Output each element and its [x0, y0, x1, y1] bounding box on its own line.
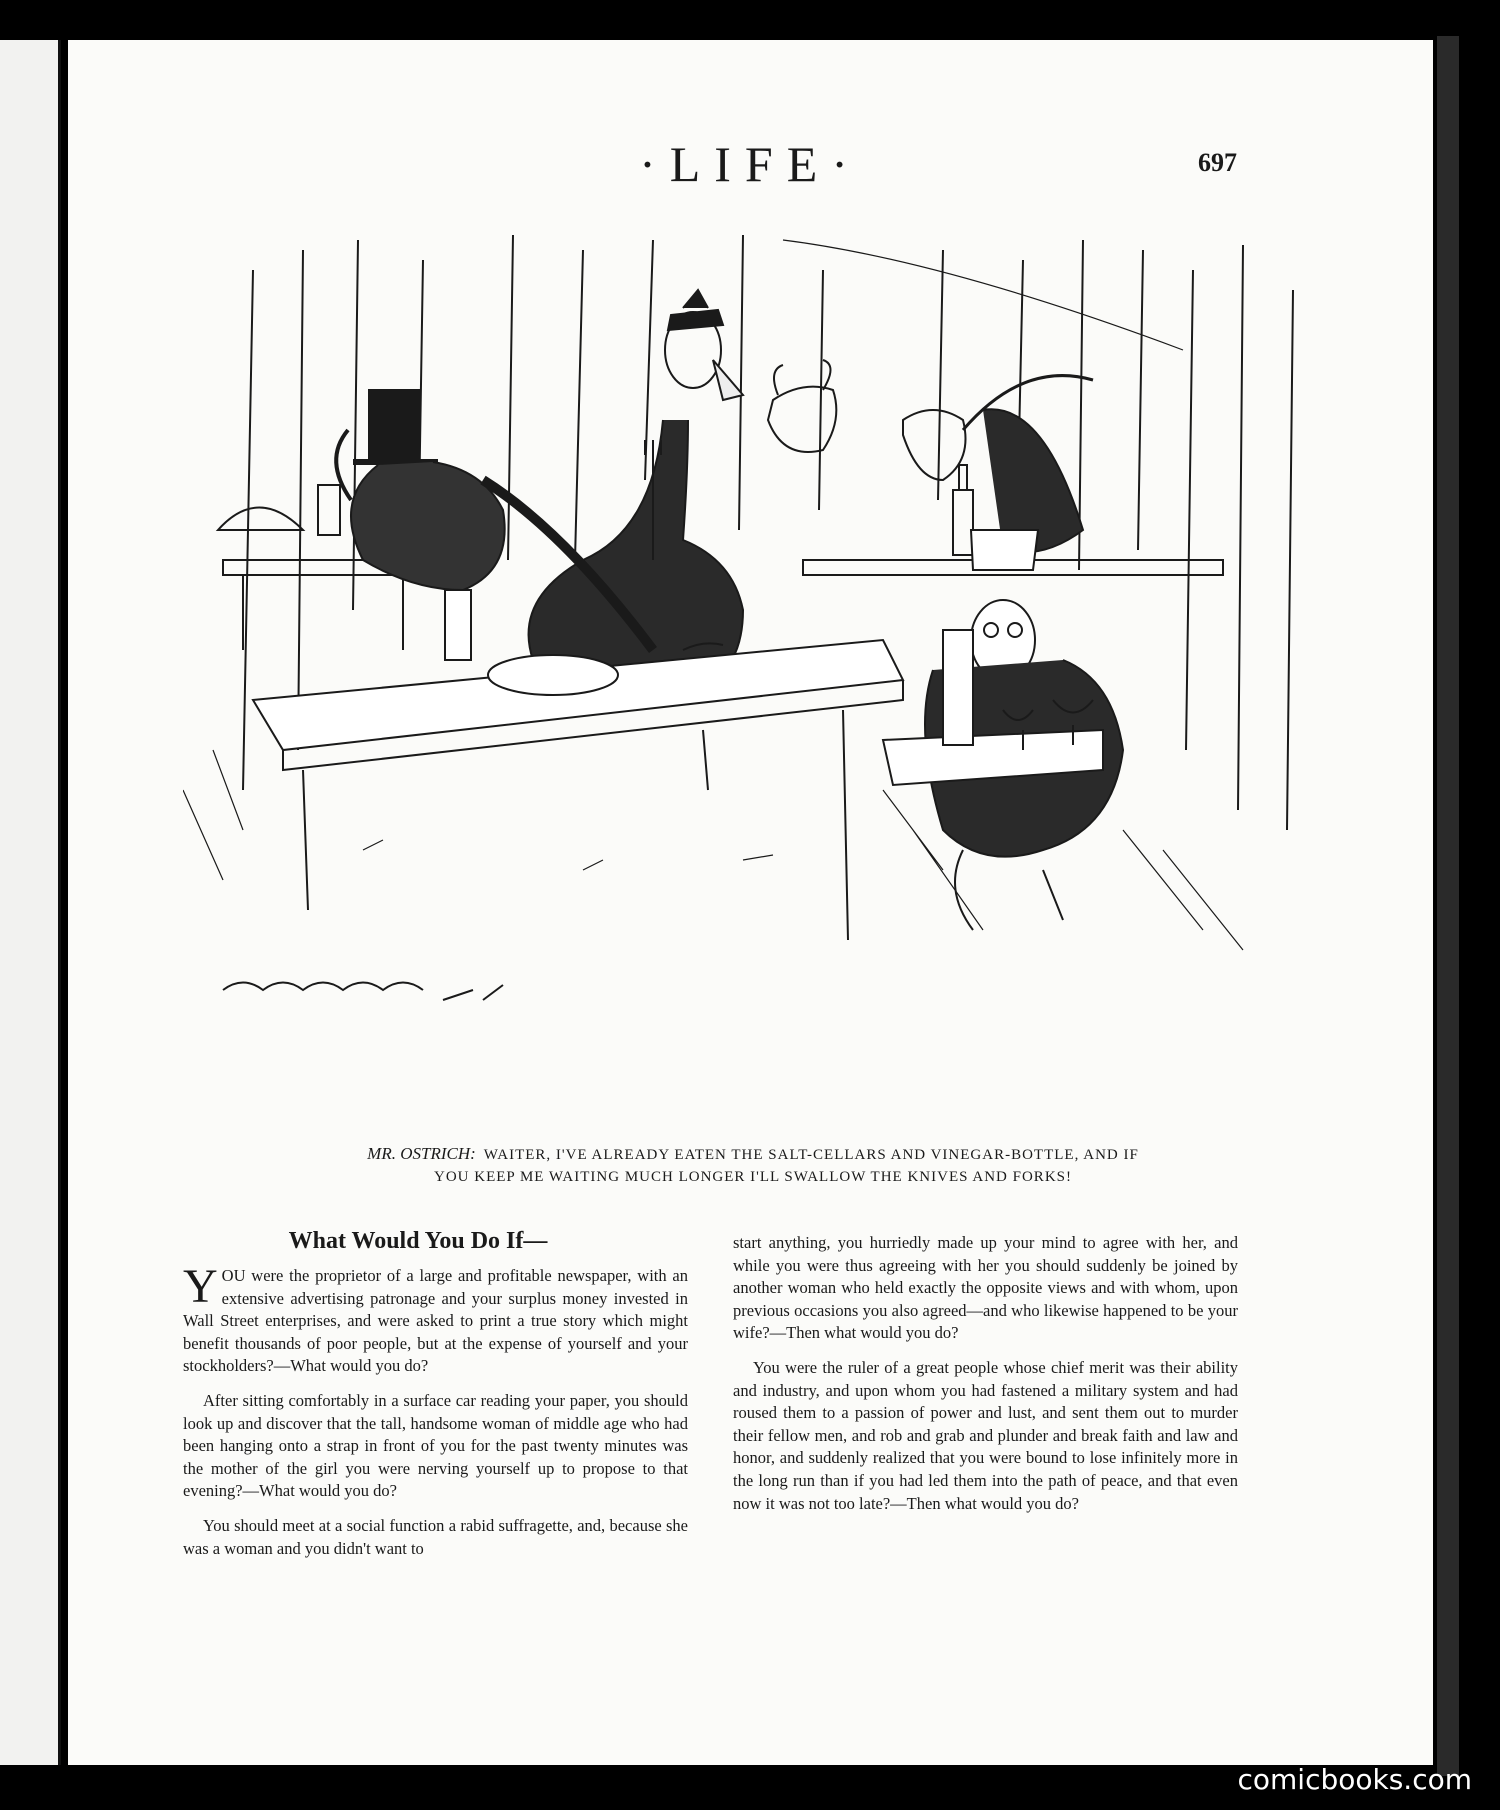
- article-paragraph: start anything, you hurriedly made up your mind to agree with her, and while you were thus agreeing with her you should suddenly be joined by another woman who held exactly the opposite views and with whom, upon previous occasions you also agreed—and who likewise happened to be your wife?—Then what would you do?: [733, 1233, 1238, 1343]
- caption-line-2: YOU KEEP ME WAITING MUCH LONGER I'LL SWALLOW THE KNIVES AND FORKS!: [434, 1169, 1072, 1185]
- article-column-left: [183, 1260, 688, 1572]
- paragraph-text: OU were the proprietor of a large and profitable newspaper, with an extensive advertising patronage and your surplus money invested in Wall Street enterprises, and were asked to print a true story which might benefit thousands of poor people, but at the expense of yourself and your stockholders?—What would you do?: [183, 1266, 688, 1376]
- illustration-caption: [233, 1143, 1273, 1188]
- article-paragraph: You should meet at a social function a rabid suffragette, and, because she was a woman and you didn't want to: [183, 1515, 688, 1558]
- article-paragraph: After sitting comfortably in a surface car reading your paper, you should look up and discover that the tall, handsome woman of middle age who had been hanging onto a strap in front of you for the past twenty minutes was the mother of the girl you were nerving yourself up to propose to that evening?—What would you do?: [183, 1390, 688, 1501]
- caption-speaker: MR. OSTRICH:: [367, 1144, 476, 1163]
- site-watermark: comicbooks.com: [1237, 1763, 1472, 1796]
- cartoon-illustration: [183, 230, 1343, 1110]
- article-paragraph: You were the ruler of a great people whose chief merit was their ability and industry, and upon whom you had fastened a military system and had roused them to a passion of power and lust, and sent them out to murder their fellow men, and rob and grab and plunder and break faith and law and honor, and suddenly realized that you were bound to lose infinitely more in the long run than if you had led them into the path of peace, and that even now it was not too late?—Then what would you do?: [733, 1357, 1238, 1513]
- book-spine: [1437, 36, 1459, 1776]
- article-paragraph: [183, 1260, 688, 1378]
- page-number: 697: [1198, 148, 1237, 177]
- caption-text-1: WAITER, I'VE ALREADY EATEN THE SALT-CELLARS AND VINEGAR-BOTTLE, AND IF: [483, 1147, 1139, 1163]
- caption-line-1: [233, 1143, 1273, 1166]
- article-column-right: [733, 1232, 1238, 1527]
- article-title: What Would You Do If—: [288, 1228, 548, 1254]
- magazine-page: [68, 40, 1433, 1765]
- magazine-title: ·LIFE·: [639, 136, 862, 192]
- drop-cap: Y: [183, 1260, 218, 1313]
- left-page-edge: [0, 40, 61, 1765]
